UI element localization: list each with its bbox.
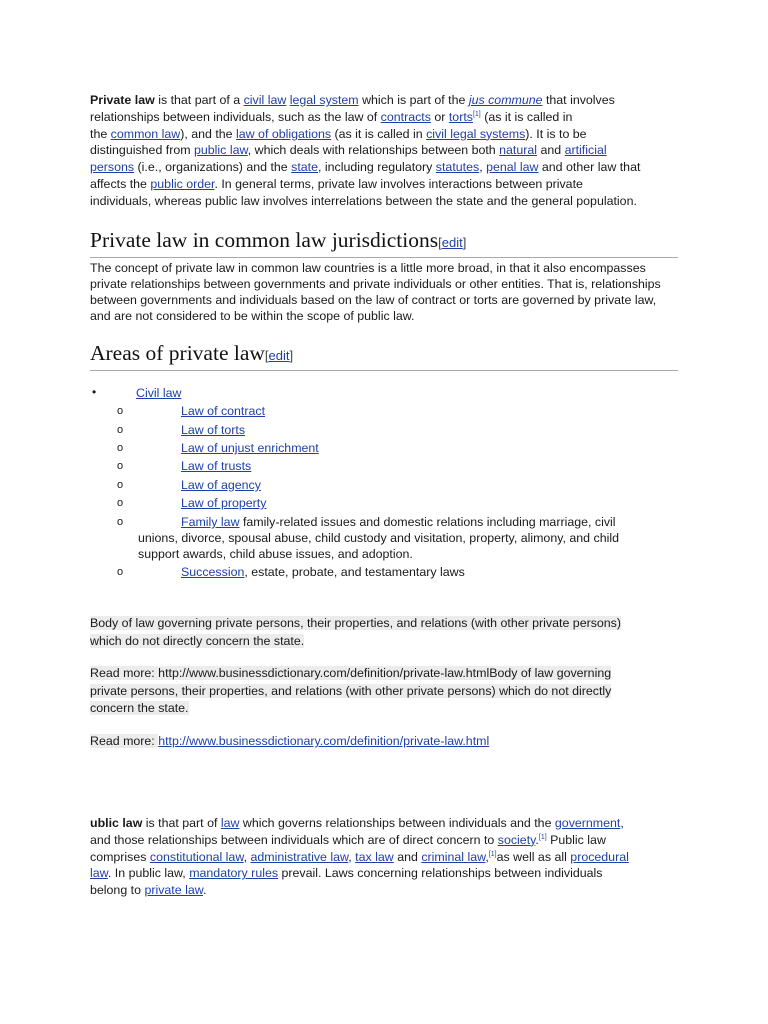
read-more-link-paragraph: Read more: http://www.businessdictionary.com/definition/private-law.html [90, 734, 490, 748]
link-government[interactable]: government [554, 816, 621, 830]
link-civil-legal-systems[interactable]: civil legal systems [426, 126, 526, 141]
edit-link[interactable]: edit [268, 348, 290, 363]
list-item [90, 422, 670, 438]
link-public-order[interactable]: public order [150, 176, 215, 191]
definition-paragraph: Body of law governing private persons, their properties, and relations (with other private persons) which do not directly concern the state. [90, 616, 622, 648]
link-succession[interactable]: Succession [181, 565, 245, 579]
link-law-of-obligations[interactable]: law of obligations [236, 126, 332, 141]
link-jus-commune[interactable]: jus commune [468, 93, 543, 107]
link-procedural-law-cont[interactable]: law [90, 866, 108, 881]
edit-link[interactable]: edit [441, 235, 463, 250]
link-society[interactable]: society [497, 832, 536, 847]
link-public-law[interactable]: public law [194, 143, 248, 158]
circle-bullet-icon: o [117, 424, 124, 436]
link-law-of-torts[interactable]: Law of torts [181, 423, 246, 437]
link-natural[interactable]: natural [499, 143, 538, 158]
link-law-of-trusts[interactable]: Law of trusts [181, 459, 252, 473]
link-constitutional-law[interactable]: constitutional law [149, 849, 244, 864]
list-item [90, 495, 670, 511]
link-criminal-law[interactable]: criminal law [421, 849, 486, 864]
public-law-paragraph: ublic law is that part of law which governs relationships between individuals and the government, and those relationships between individuals which are of direct concern to society.[1] Public law comprises constitutional law, administrative law, tax law and criminal law,[1]as well as all procedural law. In public law, mandatory rules prevail. Laws concerning relationships between individuals belong to private law. [90, 816, 629, 898]
circle-bullet-icon: o [117, 566, 124, 578]
intro-paragraph: Private law is that part of a civil law legal system which is part of the jus commune that involves relationships between individuals, such as the law of contracts or torts[1] (as it is called in the common law), and the law of obligations (as it is called in civil legal systems). It is to be distinguished from public law, which deals with relationships between both natural and artificial persons (i.e., organizations) and the state, including regulatory statutes, penal law and other law that affects the public order. In general terms, private law involves interactions between private individuals, whereas public law involves interrelations between the state and the general population. [90, 93, 641, 208]
link-penal-law[interactable]: penal law [486, 160, 539, 175]
link-private-law[interactable]: private law [144, 883, 203, 898]
link-legal-system[interactable]: legal system [289, 93, 359, 107]
circle-bullet-icon: o [117, 460, 124, 472]
link-law-of-unjust-enrichment[interactable]: Law of unjust enrichment [181, 441, 319, 455]
list-item-civil-law [90, 385, 680, 401]
term-public-law: ublic law [90, 816, 143, 830]
bullet-icon: • [92, 385, 97, 399]
link-family-law[interactable]: Family law [181, 515, 240, 529]
link-law-of-property[interactable]: Law of property [181, 496, 267, 510]
link-common-law[interactable]: common law [110, 126, 181, 141]
link-law[interactable]: law [220, 816, 240, 830]
link-mandatory-rules[interactable]: mandatory rules [189, 866, 279, 881]
link-law-of-contract[interactable]: Law of contract [181, 404, 266, 418]
list-item [90, 458, 670, 474]
link-state[interactable]: state [291, 160, 319, 175]
heading-areas-of-private-law: Areas of private law[edit] [90, 341, 678, 371]
heading-common-law-jurisdictions: Private law in common law jurisdictions[edit] [90, 228, 678, 258]
term-private-law: Private law [90, 93, 155, 107]
link-civil-law-list[interactable]: Civil law [136, 386, 182, 400]
list-item-succession: o Succession, estate, probate, and testamentary laws [117, 565, 465, 579]
citation[interactable]: [1] [472, 110, 481, 118]
circle-bullet-icon: o [117, 405, 124, 417]
list-item [90, 440, 670, 456]
circle-bullet-icon: o [117, 497, 124, 509]
circle-bullet-icon: o [117, 516, 124, 528]
link-administrative-law[interactable]: administrative law [250, 849, 349, 864]
common-law-paragraph: The concept of private law in common law countries is a little more broad, in that it also encompasses private relationships between governments and private individuals or other entities. That is, relationships between governments and individuals based on the law of contract or torts are governed by private law, and are not considered to be within the scope of public law. [90, 261, 661, 323]
link-businessdictionary[interactable]: http://www.businessdictionary.com/definition/private-law.html [158, 734, 490, 748]
link-statutes[interactable]: statutes [435, 160, 480, 175]
link-artificial-persons[interactable]: artificial [564, 143, 607, 158]
list-item [90, 477, 670, 493]
circle-bullet-icon: o [117, 442, 124, 454]
link-persons[interactable]: persons [90, 160, 135, 175]
circle-bullet-icon: o [117, 479, 124, 491]
link-contracts[interactable]: contracts [380, 109, 431, 124]
link-law-of-agency[interactable]: Law of agency [181, 478, 261, 492]
link-torts[interactable]: torts [448, 109, 473, 124]
citation[interactable]: [1] [538, 833, 547, 841]
read-more-paragraph: Read more: http://www.businessdictionary.com/definition/private-law.htmlBody of law governing private persons, their properties, and relations (with other private persons) which do not directly concern the state. [90, 666, 612, 715]
list-item [90, 403, 670, 419]
link-tax-law[interactable]: tax law [355, 849, 394, 864]
citation[interactable]: [1] [488, 850, 497, 858]
link-procedural-law[interactable]: procedural [570, 849, 629, 864]
list-item-family-law: o Family law family-related issues and domestic relations including marriage, civil unions, divorce, spousal abuse, child custody and visitation, property, alimony, and child support awards, child abuse issues, and adoption. [117, 515, 619, 561]
link-civil-law[interactable]: civil law [243, 93, 287, 107]
